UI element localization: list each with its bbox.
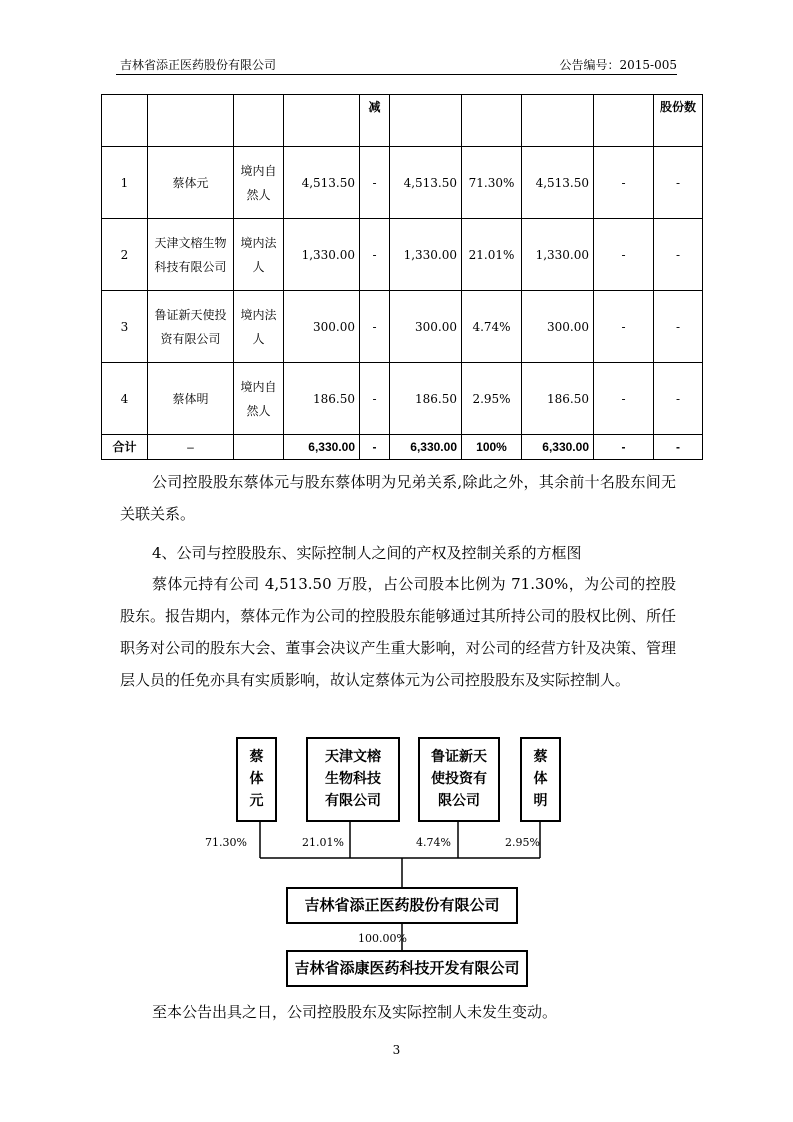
cell-no: 1 <box>102 147 148 219</box>
shareholder-box-tianjin-wenrong: 天津文榕 生物科技 有限公司 <box>306 737 400 822</box>
cell-name: 蔡体元 <box>148 147 234 219</box>
cell-total-restricted: 6,330.00 <box>522 435 594 460</box>
cell-no: 3 <box>102 291 148 363</box>
pct-label-71: 71.30% <box>205 836 247 849</box>
table-row <box>102 219 703 291</box>
company-box: 吉林省添正医药股份有限公司 <box>286 887 518 924</box>
cell-total-type: – <box>148 435 234 460</box>
cell-type: 境内自然人 <box>234 363 284 435</box>
cell-restricted: 186.50 <box>522 363 594 435</box>
shareholder-box-cai-timing: 蔡 体 明 <box>520 737 561 822</box>
cell-no: 4 <box>102 363 148 435</box>
cell-unrestricted: - <box>594 291 654 363</box>
table-row <box>102 363 703 435</box>
cell-held: 186.50 <box>284 363 360 435</box>
cell-pledged: - <box>654 363 703 435</box>
cell-total-held: 6,330.00 <box>284 435 360 460</box>
cell-end: 186.50 <box>390 363 462 435</box>
cell-pct: 21.01% <box>462 219 522 291</box>
cell-pledged: - <box>654 291 703 363</box>
header-divider <box>116 74 677 75</box>
no-change-paragraph: 至本公告出具之日，公司控股股东及实际控制人未发生变动。 <box>152 1003 558 1021</box>
cell-end: 300.00 <box>390 291 462 363</box>
cell-pledged: - <box>654 219 703 291</box>
shareholder-box-luzheng: 鲁证新天 使投资有 限公司 <box>418 737 500 822</box>
cell-type: 境内法人 <box>234 219 284 291</box>
section-heading: 4、公司与控股股东、实际控制人之间的产权及控制关系的方框图 <box>152 544 582 562</box>
subsidiary-box: 吉林省添康医药科技开发有限公司 <box>286 950 528 987</box>
page-number: 3 <box>392 1043 401 1057</box>
cell-total-end: 6,330.00 <box>390 435 462 460</box>
cell-total-pct: 100% <box>462 435 522 460</box>
cell-total-pledged: - <box>654 435 703 460</box>
cell-change: - <box>360 219 390 291</box>
cell-total-label: 合计 <box>102 435 148 460</box>
cell-end: 1,330.00 <box>390 219 462 291</box>
header-cell-shares: 股份数 <box>654 95 703 147</box>
cell-change: - <box>360 363 390 435</box>
controller-paragraph: 蔡体元持有公司 4,513.50 万股，占公司股本比例为 71.30%，为公司的控股股东。报告期内，蔡体元作为公司的控股股东能够通过其所持公司的股权比例、所任职务对公司的股东大会、董事会决议产生重大影响，对公司的经营方针及决策、管理层人员的任免亦具有实质影响，故认定蔡体元为公司控股股东及实际控制人。 <box>120 575 676 689</box>
cell-pct: 71.30% <box>462 147 522 219</box>
cell-held: 4,513.50 <box>284 147 360 219</box>
cell-type: 境内法人 <box>234 291 284 363</box>
header-notice-number: 公告编号：2015-005 <box>559 58 677 72</box>
table-row <box>102 291 703 363</box>
pct-label-4: 4.74% <box>416 836 451 849</box>
cell-change: - <box>360 291 390 363</box>
cell-name: 天津文榕生物科技有限公司 <box>148 219 234 291</box>
cell-unrestricted: - <box>594 363 654 435</box>
cell-unrestricted: - <box>594 147 654 219</box>
header-company: 吉林省添正医药股份有限公司 <box>120 58 277 72</box>
cell-pct: 4.74% <box>462 291 522 363</box>
shareholder-table <box>101 94 703 460</box>
cell-no: 2 <box>102 219 148 291</box>
subsidiary-pct-label: 100.00% <box>358 932 407 945</box>
cell-total-change: - <box>360 435 390 460</box>
cell-restricted: 1,330.00 <box>522 219 594 291</box>
cell-restricted: 4,513.50 <box>522 147 594 219</box>
related-party-paragraph: 公司控股股东蔡体元与股东蔡体明为兄弟关系,除此之外，其余前十名股东间无关联关系。 <box>120 473 676 523</box>
pct-label-2: 2.95% <box>505 836 540 849</box>
cell-name: 蔡体明 <box>148 363 234 435</box>
cell-name: 鲁证新天使投资有限公司 <box>148 291 234 363</box>
cell-unrestricted: - <box>594 219 654 291</box>
cell-pct: 2.95% <box>462 363 522 435</box>
table-row <box>102 147 703 219</box>
cell-end: 4,513.50 <box>390 147 462 219</box>
table-header-row <box>102 95 703 147</box>
header-cell-decrease: 减 <box>360 95 390 147</box>
cell-restricted: 300.00 <box>522 291 594 363</box>
table-total-row <box>102 435 703 460</box>
shareholder-box-cai-tiyuan: 蔡 体 元 <box>236 737 277 822</box>
cell-change: - <box>360 147 390 219</box>
cell-type: 境内自然人 <box>234 147 284 219</box>
pct-label-21: 21.01% <box>302 836 344 849</box>
cell-held: 300.00 <box>284 291 360 363</box>
cell-held: 1,330.00 <box>284 219 360 291</box>
cell-pledged: - <box>654 147 703 219</box>
cell-total-unrestricted: - <box>594 435 654 460</box>
